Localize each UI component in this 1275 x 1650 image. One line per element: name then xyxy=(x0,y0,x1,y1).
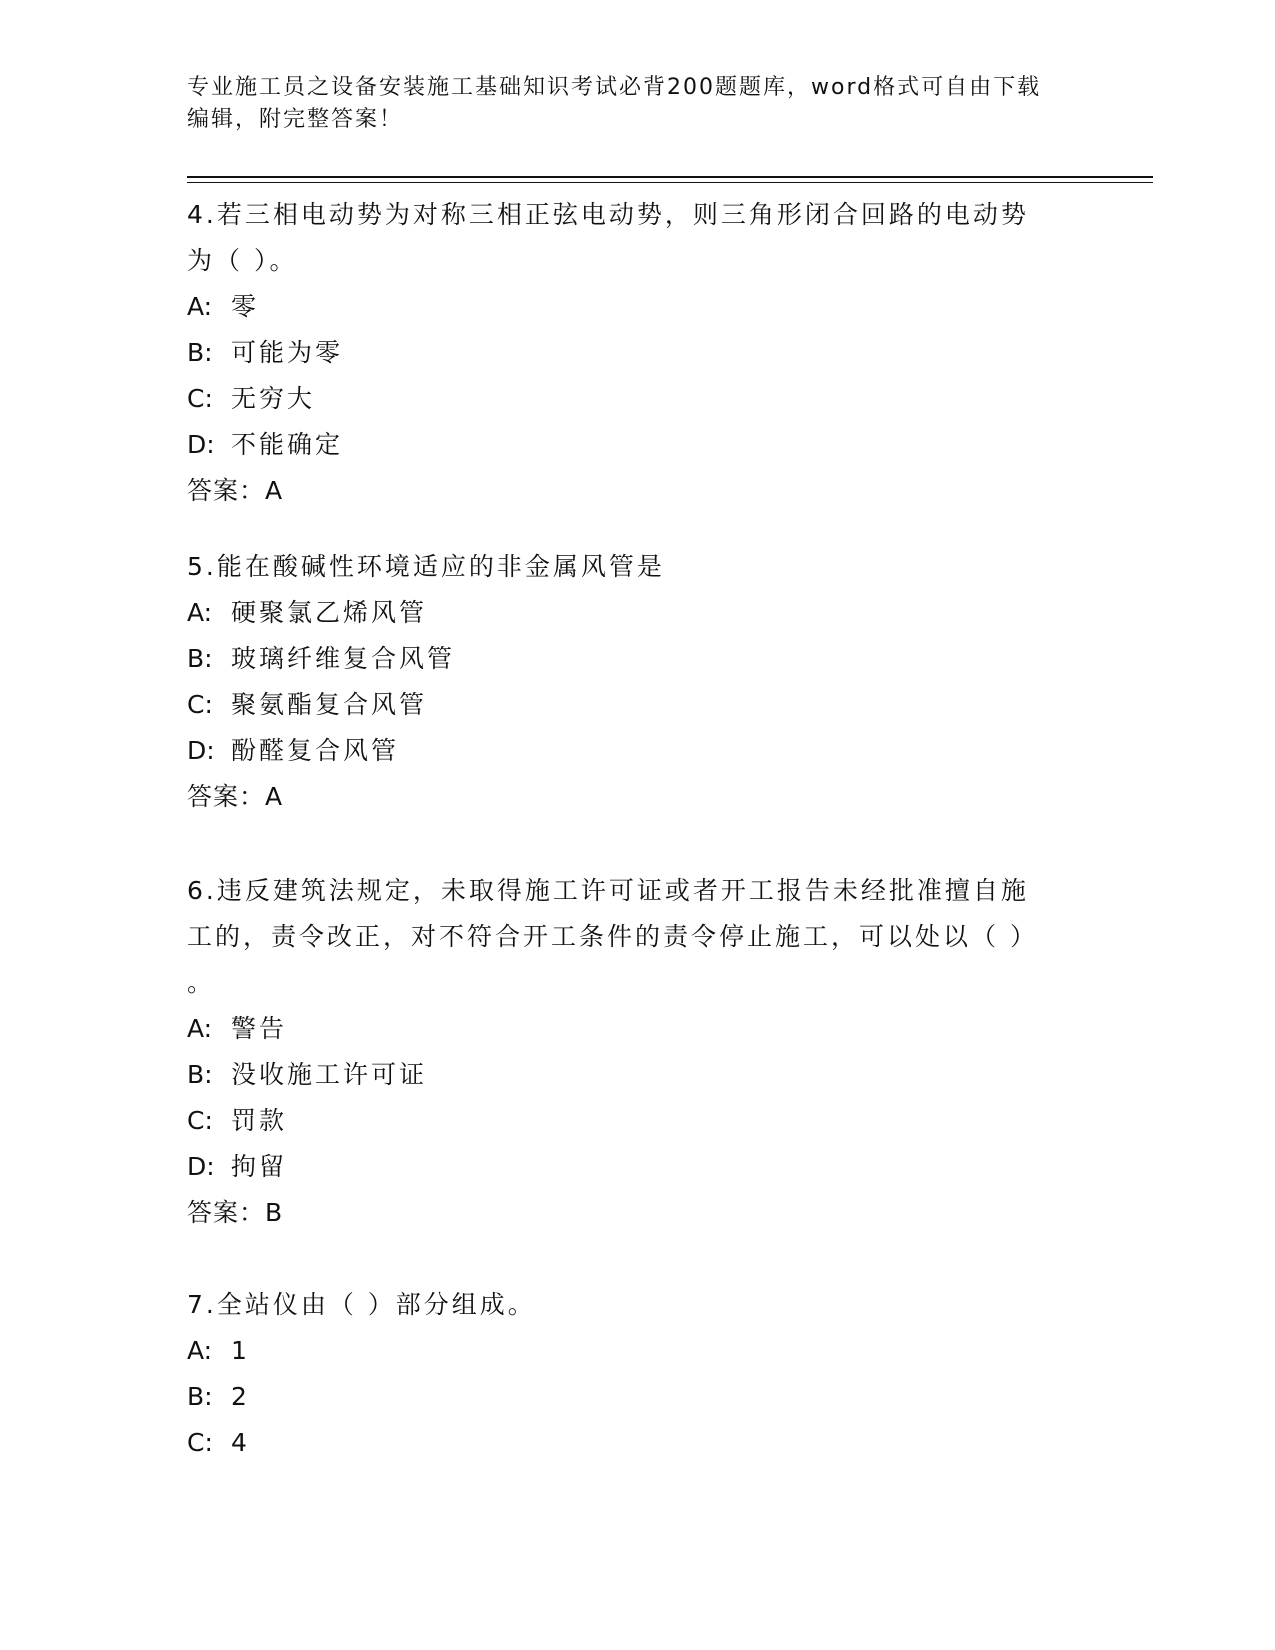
option-text: 罚款 xyxy=(231,1106,288,1135)
option-label: B: xyxy=(187,1060,213,1089)
option-label: D: xyxy=(187,430,215,459)
stem-line: 4.若三相电动势为对称三相正弦电动势，则三角形闭合回路的电动势 xyxy=(187,200,1029,229)
option-label: D: xyxy=(187,736,215,765)
question-4 xyxy=(187,192,1087,514)
question-5 xyxy=(187,544,1087,820)
option-label: C: xyxy=(187,690,213,719)
option-text: 1 xyxy=(231,1336,250,1365)
option-label: C: xyxy=(187,1106,213,1135)
option-c xyxy=(187,1420,1087,1466)
question-stem xyxy=(187,868,1087,1006)
option-label: A: xyxy=(187,292,213,321)
option-text: 玻璃纤维复合风管 xyxy=(231,644,456,673)
option-b xyxy=(187,636,1087,682)
option-text: 硬聚氯乙烯风管 xyxy=(231,598,428,627)
question-6 xyxy=(187,868,1087,1236)
option-a xyxy=(187,590,1087,636)
stem-line: 。 xyxy=(187,968,216,997)
header-line-1: 专业施工员之设备安装施工基础知识考试必背200题题库，word格式可自由下载 xyxy=(187,75,1042,100)
option-d xyxy=(187,422,1087,468)
answer-line: 答案：B xyxy=(187,1198,284,1227)
option-text: 酚醛复合风管 xyxy=(231,736,400,765)
option-label: A: xyxy=(187,1014,213,1043)
option-b xyxy=(187,1374,1087,1420)
option-text: 4 xyxy=(231,1428,250,1457)
stem-line: 5.能在酸碱性环境适应的非金属风管是 xyxy=(187,552,665,581)
option-label: D: xyxy=(187,1152,215,1181)
option-c xyxy=(187,1098,1087,1144)
option-a xyxy=(187,284,1087,330)
answer-line: 答案：A xyxy=(187,782,284,811)
stem-line: 为（ ）。 xyxy=(187,246,298,275)
option-text: 无穷大 xyxy=(231,384,316,413)
question-stem xyxy=(187,1282,1087,1328)
option-label: A: xyxy=(187,598,213,627)
option-label: B: xyxy=(187,1382,213,1411)
option-text: 没收施工许可证 xyxy=(231,1060,428,1089)
stem-line: 工的，责令改正，对不符合开工条件的责令停止施工，可以处以（ ） xyxy=(187,922,1038,951)
header-line-2: 编辑，附完整答案！ xyxy=(187,107,404,132)
stem-line: 6.违反建筑法规定，未取得施工许可证或者开工报告未经批准擅自施 xyxy=(187,876,1029,905)
answer-line: 答案：A xyxy=(187,476,284,505)
option-b xyxy=(187,1052,1087,1098)
option-label: B: xyxy=(187,338,213,367)
option-a xyxy=(187,1006,1087,1052)
option-label: A: xyxy=(187,1336,213,1365)
option-d xyxy=(187,1144,1087,1190)
question-stem xyxy=(187,192,1087,284)
option-text: 拘留 xyxy=(231,1152,288,1181)
option-d xyxy=(187,728,1087,774)
question-stem xyxy=(187,544,1087,590)
option-c xyxy=(187,682,1087,728)
header-divider xyxy=(187,176,1153,183)
stem-line: 7.全站仪由（ ）部分组成。 xyxy=(187,1290,536,1319)
option-a xyxy=(187,1328,1087,1374)
option-c xyxy=(187,376,1087,422)
option-text: 不能确定 xyxy=(231,430,344,459)
option-label: C: xyxy=(187,1428,213,1457)
document-header xyxy=(187,72,1087,136)
option-text: 可能为零 xyxy=(231,338,344,367)
question-7 xyxy=(187,1282,1087,1466)
option-label: B: xyxy=(187,644,213,673)
option-text: 2 xyxy=(231,1382,250,1411)
option-text: 警告 xyxy=(231,1014,288,1043)
option-text: 零 xyxy=(231,292,260,321)
option-label: C: xyxy=(187,384,213,413)
option-text: 聚氨酯复合风管 xyxy=(231,690,428,719)
option-b xyxy=(187,330,1087,376)
